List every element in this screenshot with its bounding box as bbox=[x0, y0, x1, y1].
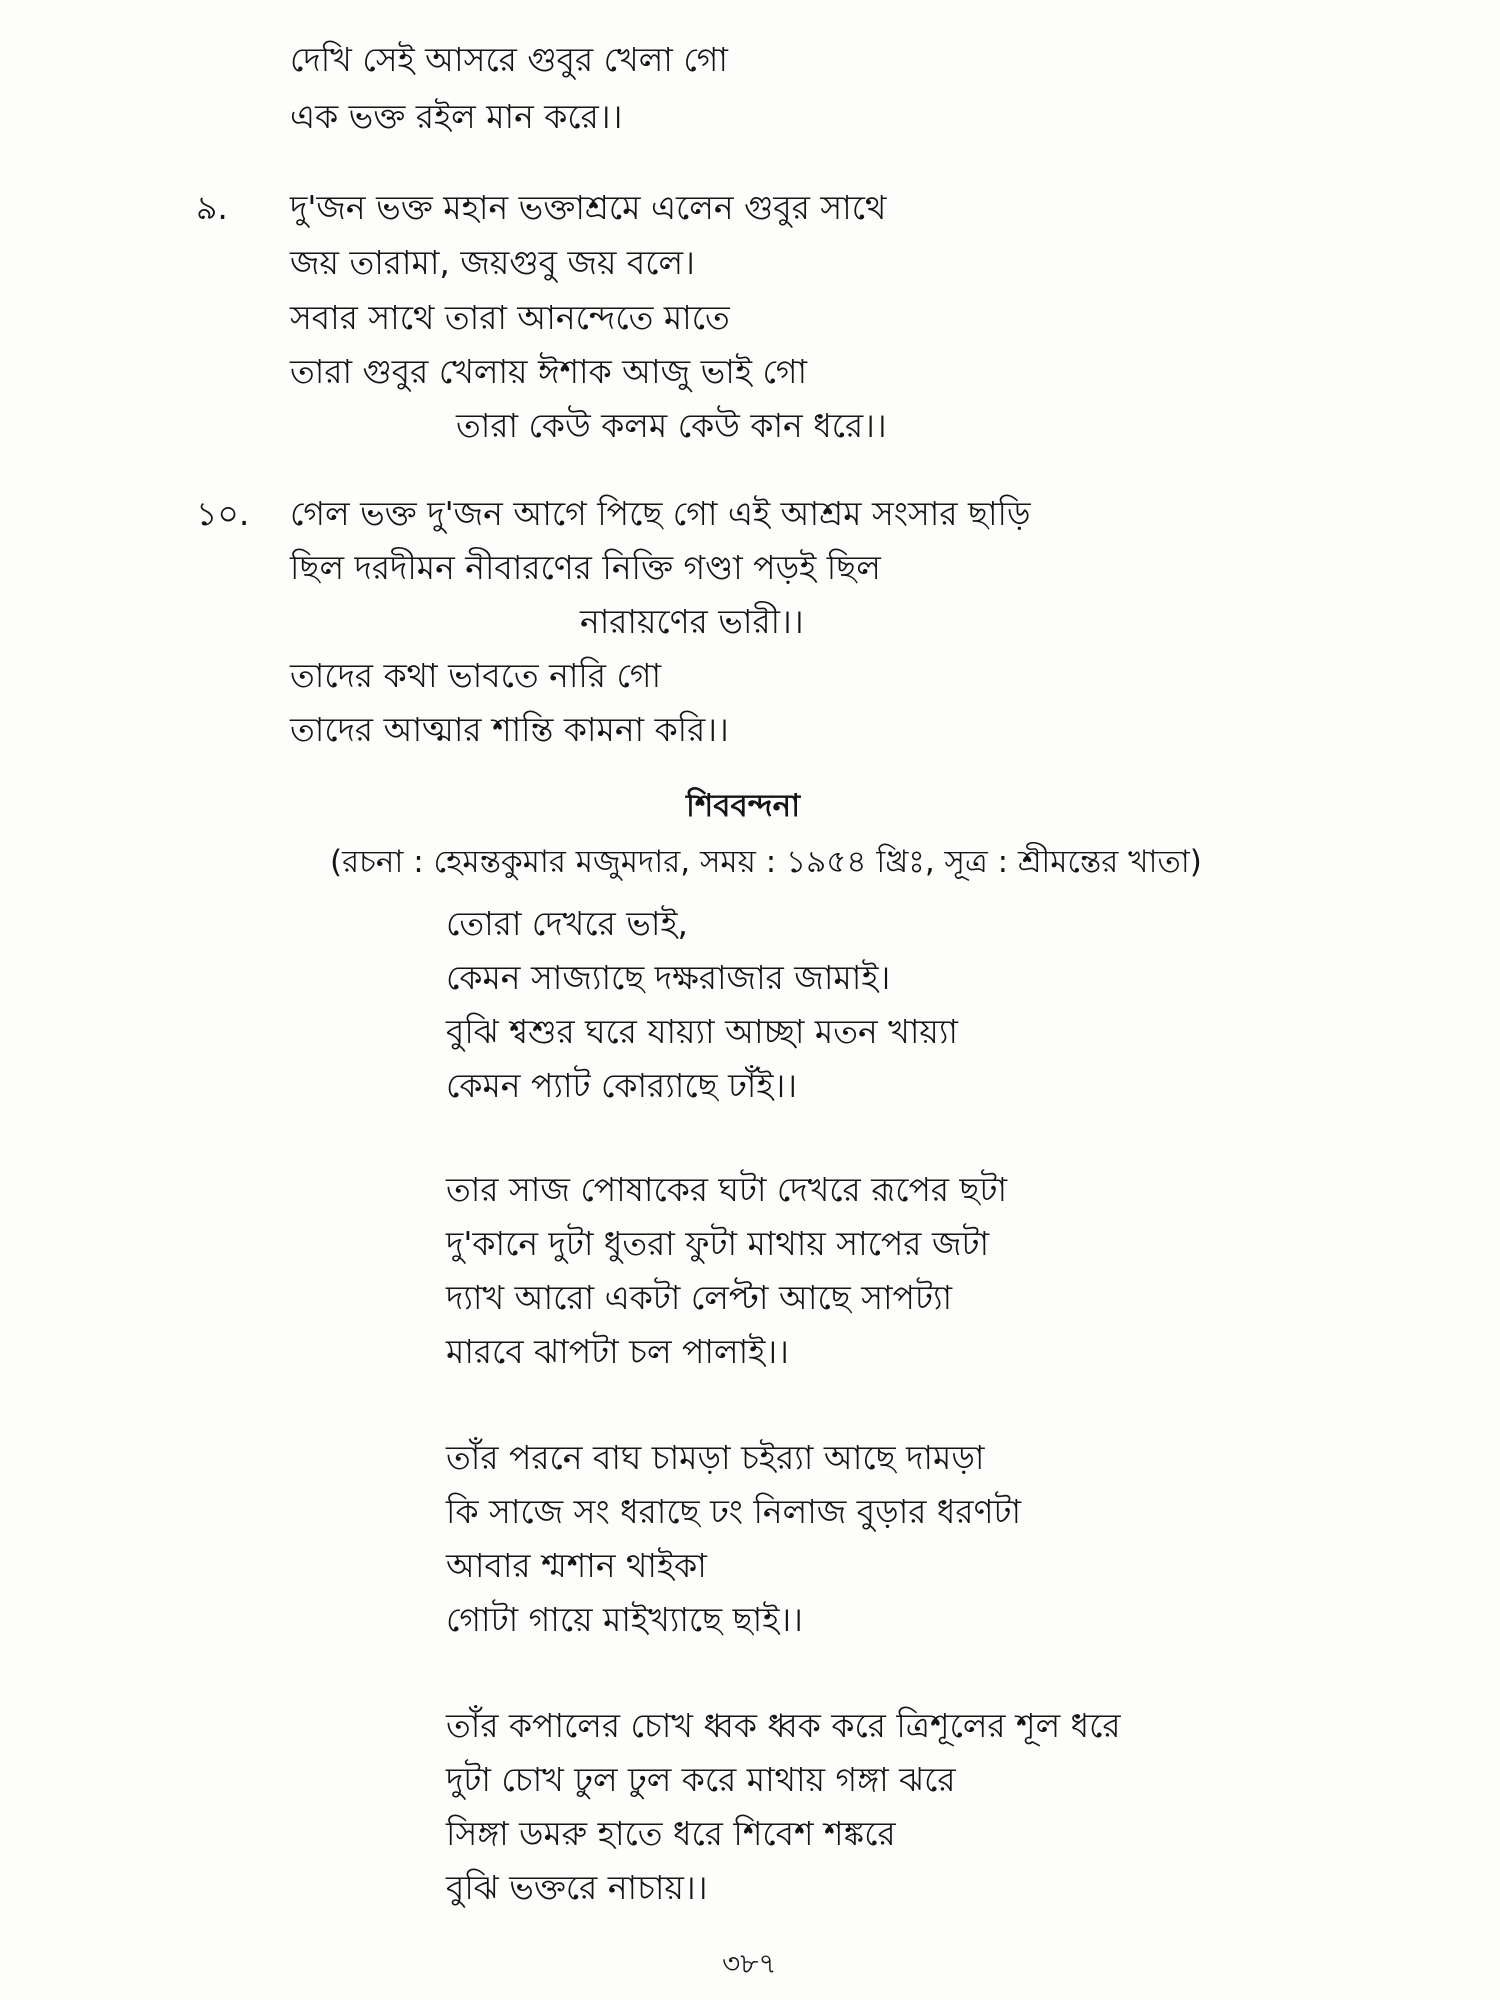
page-number: ৩৮৭ bbox=[722, 1947, 777, 1980]
verse-line: নারায়ণের ভারী।। bbox=[580, 602, 804, 641]
stanza-number: ১০. bbox=[196, 494, 250, 533]
verse-line: দু'কানে দুটা ধুতরা ফুটা মাথায় সাপের জটা bbox=[446, 1224, 990, 1263]
verse-line: তাঁর কপালের চোখ ধ্বক ধ্বক করে ত্রিশূলের শূল ধরে bbox=[446, 1706, 1121, 1745]
verse-line: দুটা চোখ ঢুল ঢুল করে মাথায় গঙ্গা ঝরে bbox=[446, 1760, 956, 1799]
verse-line: গেল ভক্ত দু'জন আগে পিছে গো এই আশ্রম সংসার ছাড়ি bbox=[290, 494, 1031, 533]
song-meta: (রচনা : হেমন্তকুমার মজুমদার, সময় : ১৯৫৪ খ্রিঃ, সূত্র : শ্রীমন্তের খাতা) bbox=[330, 844, 1202, 880]
verse-line: আবার শ্মশান থাইকা bbox=[446, 1546, 707, 1585]
verse-line: সবার সাথে তারা আনন্দেতে মাতে bbox=[290, 298, 730, 337]
verse-line: ছিল দরদীমন নীবারণের নিক্তি গণ্ডা পড়ই ছিল bbox=[290, 548, 881, 587]
verse-line: তাঁর পরনে বাঘ চামড়া চইর‍্যা আছে দামড়া bbox=[446, 1438, 985, 1477]
verse-line: দু'জন ভক্ত মহান ভক্তাশ্রমে এলেন গুবুর সাথে bbox=[290, 188, 887, 227]
verse-line: বুঝি ভক্তরে নাচায়।। bbox=[446, 1868, 708, 1907]
verse-line: দেখি সেই আসরে গুবুর খেলা গো bbox=[290, 40, 728, 79]
verse-line: বুঝি শ্বশুর ঘরে যায়্যা আচ্ছা মতন খায়্যা bbox=[446, 1012, 958, 1051]
song-title: শিববন্দনা bbox=[686, 788, 801, 824]
verse-line: তোরা দেখরে ভাই, bbox=[446, 904, 689, 943]
verse-line: তারা গুবুর খেলায় ঈশাক আজু ভাই গো bbox=[290, 352, 808, 391]
verse-line: তাদের আত্মার শান্তি কামনা করি।। bbox=[290, 710, 729, 749]
verse-line: তারা কেউ কলম কেউ কান ধরে।। bbox=[456, 406, 887, 445]
verse-line: সিঙ্গা ডমরু হাতে ধরে শিবেশ শঙ্করে bbox=[446, 1814, 896, 1853]
verse-line: কি সাজে সং ধরাছে ঢং নিলাজ বুড়ার ধরণটা bbox=[446, 1492, 1022, 1531]
verse-line: মারবে ঝাপটা চল পালাই।। bbox=[446, 1332, 789, 1371]
verse-line: জয় তারামা, জয়গুবু জয় বলে। bbox=[290, 243, 695, 282]
verse-line: তাদের কথা ভাবতে নারি গো bbox=[290, 656, 662, 695]
verse-line: তার সাজ পোষাকের ঘটা দেখরে রূপের ছটা bbox=[446, 1170, 1008, 1209]
verse-line: কেমন সাজ্যাছে দক্ষরাজার জামাই। bbox=[446, 958, 891, 997]
verse-line: এক ভক্ত রইল মান করে।। bbox=[290, 97, 623, 136]
verse-line: কেমন প্যাট কোর‍্যাছে ঢাঁই।। bbox=[446, 1066, 798, 1105]
verse-line: গোটা গায়ে মাইখ্যাছে ছাই।। bbox=[446, 1600, 803, 1639]
stanza-number: ৯. bbox=[196, 188, 228, 227]
verse-line: দ্যাখ আরো একটা লেপ্টা আছে সাপট্যা bbox=[446, 1278, 953, 1317]
